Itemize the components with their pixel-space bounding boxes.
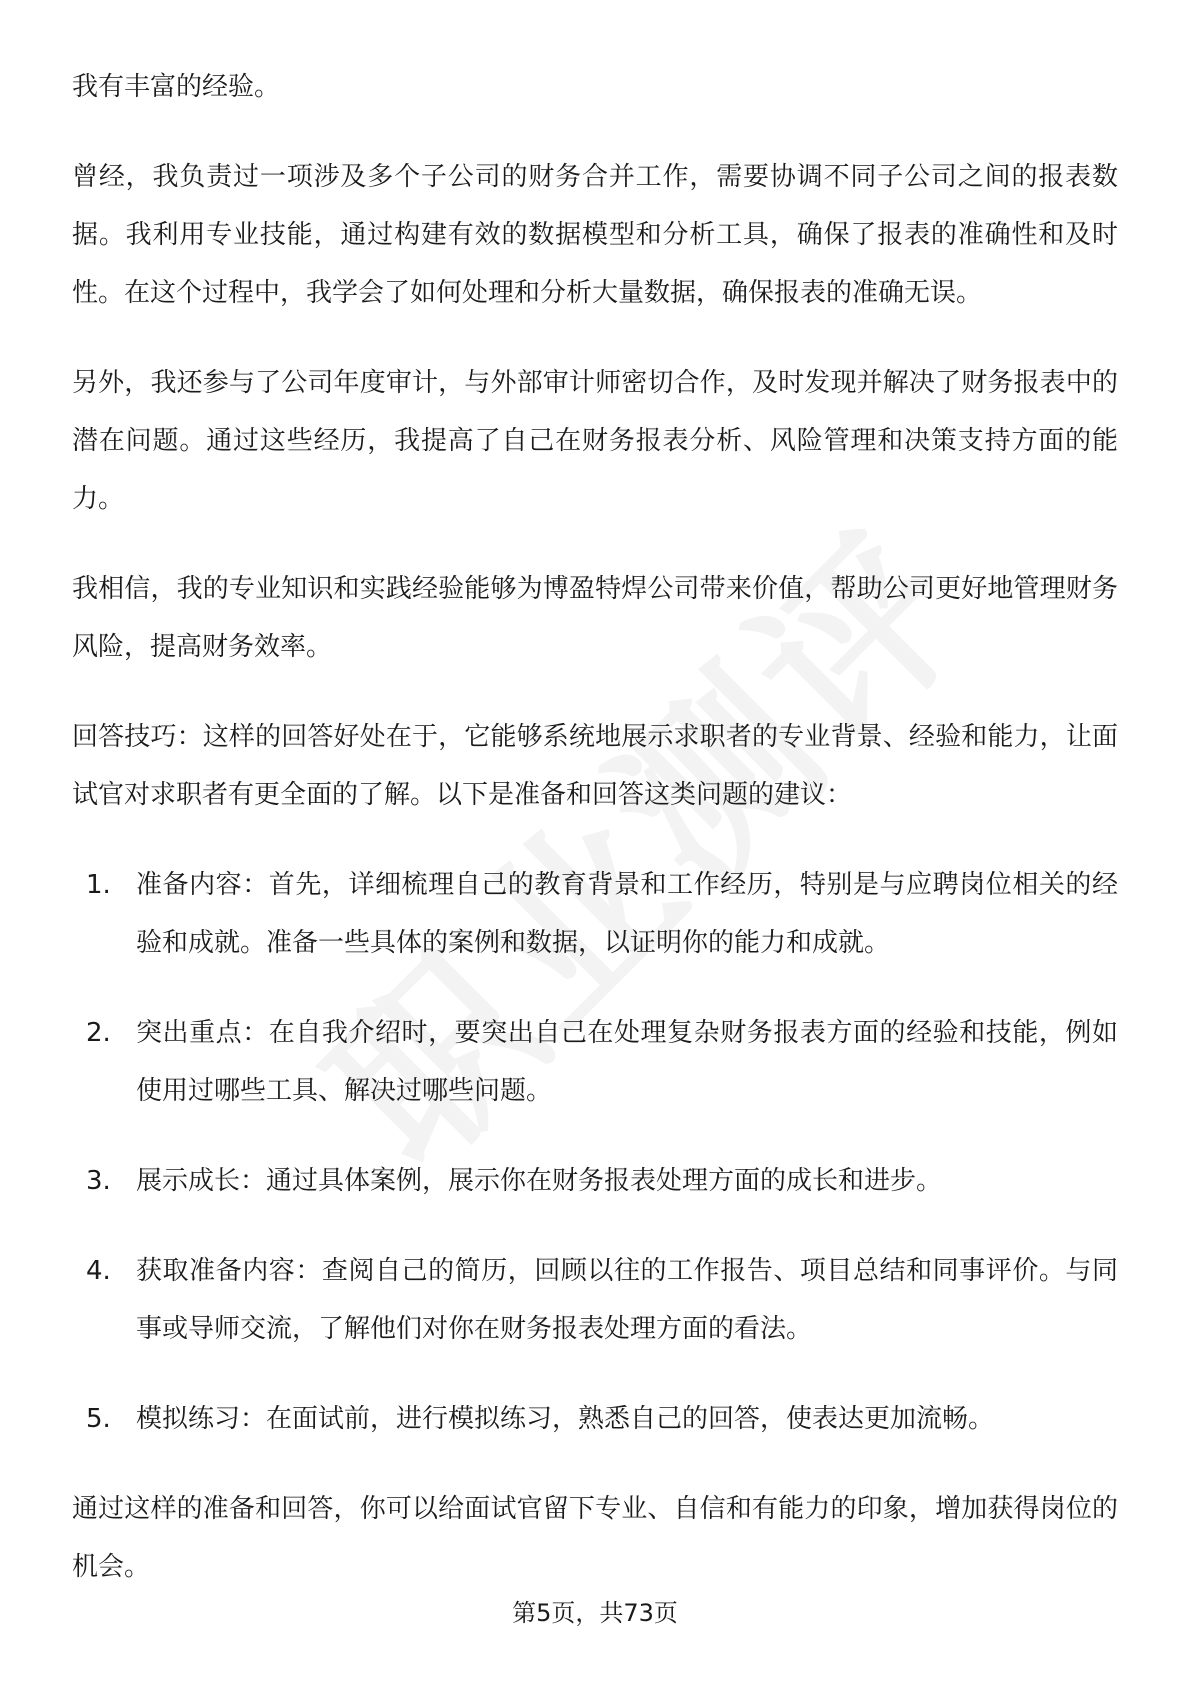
list-item	[72, 1242, 1118, 1358]
list-number: 1.	[86, 870, 111, 900]
list-item	[72, 1152, 1118, 1210]
document-body	[72, 58, 1118, 1628]
paragraph-experience: 曾经，我负责过一项涉及多个子公司的财务合并工作，需要协调不同子公司之间的报表数据。我利用专业技能，通过构建有效的数据模型和分析工具，确保了报表的准确性和及时性。在这个过程中，我学会了如何处理和分析大量数据，确保报表的准确无误。	[72, 162, 1118, 308]
list-text: 模拟练习：在面试前，进行模拟练习，熟悉自己的回答，使表达更加流畅。	[136, 1404, 995, 1434]
list-text: 准备内容：首先，详细梳理自己的教育背景和工作经历，特别是与应聘岗位相关的经验和成就。准备一些具体的案例和数据，以证明你的能力和成就。	[136, 870, 1118, 958]
tips-list	[72, 856, 1118, 1448]
list-number: 3.	[86, 1166, 111, 1196]
list-text: 突出重点：在自我介绍时，要突出自己在处理复杂财务报表方面的经验和技能，例如使用过哪些工具、解决过哪些问题。	[136, 1018, 1118, 1106]
paragraph-tips: 回答技巧：这样的回答好处在于，它能够系统地展示求职者的专业背景、经验和能力，让面试官对求职者有更全面的了解。以下是准备和回答这类问题的建议：	[72, 722, 1118, 810]
page-number: 第5页，共73页	[512, 1599, 678, 1627]
list-number: 5.	[86, 1404, 111, 1434]
paragraph-audit: 另外，我还参与了公司年度审计，与外部审计师密切合作，及时发现并解决了财务报表中的潜在问题。通过这些经历，我提高了自己在财务报表分析、风险管理和决策支持方面的能力。	[72, 368, 1118, 514]
paragraph-intro: 我有丰富的经验。	[72, 72, 281, 102]
paragraph-conclusion: 通过这样的准备和回答，你可以给面试官留下专业、自信和有能力的印象，增加获得岗位的机会。	[72, 1494, 1118, 1582]
paragraph-value: 我相信，我的专业知识和实践经验能够为博盈特焊公司带来价值，帮助公司更好地管理财务风险，提高财务效率。	[72, 574, 1118, 662]
list-item	[72, 1004, 1118, 1120]
list-text: 获取准备内容：查阅自己的简历，回顾以往的工作报告、项目总结和同事评价。与同事或导师交流，了解他们对你在财务报表处理方面的看法。	[136, 1256, 1118, 1344]
list-number: 2.	[86, 1018, 111, 1048]
list-text: 展示成长：通过具体案例，展示你在财务报表处理方面的成长和进步。	[136, 1166, 943, 1196]
list-number: 4.	[86, 1256, 111, 1286]
list-item	[72, 1390, 1118, 1448]
list-item	[72, 856, 1118, 972]
